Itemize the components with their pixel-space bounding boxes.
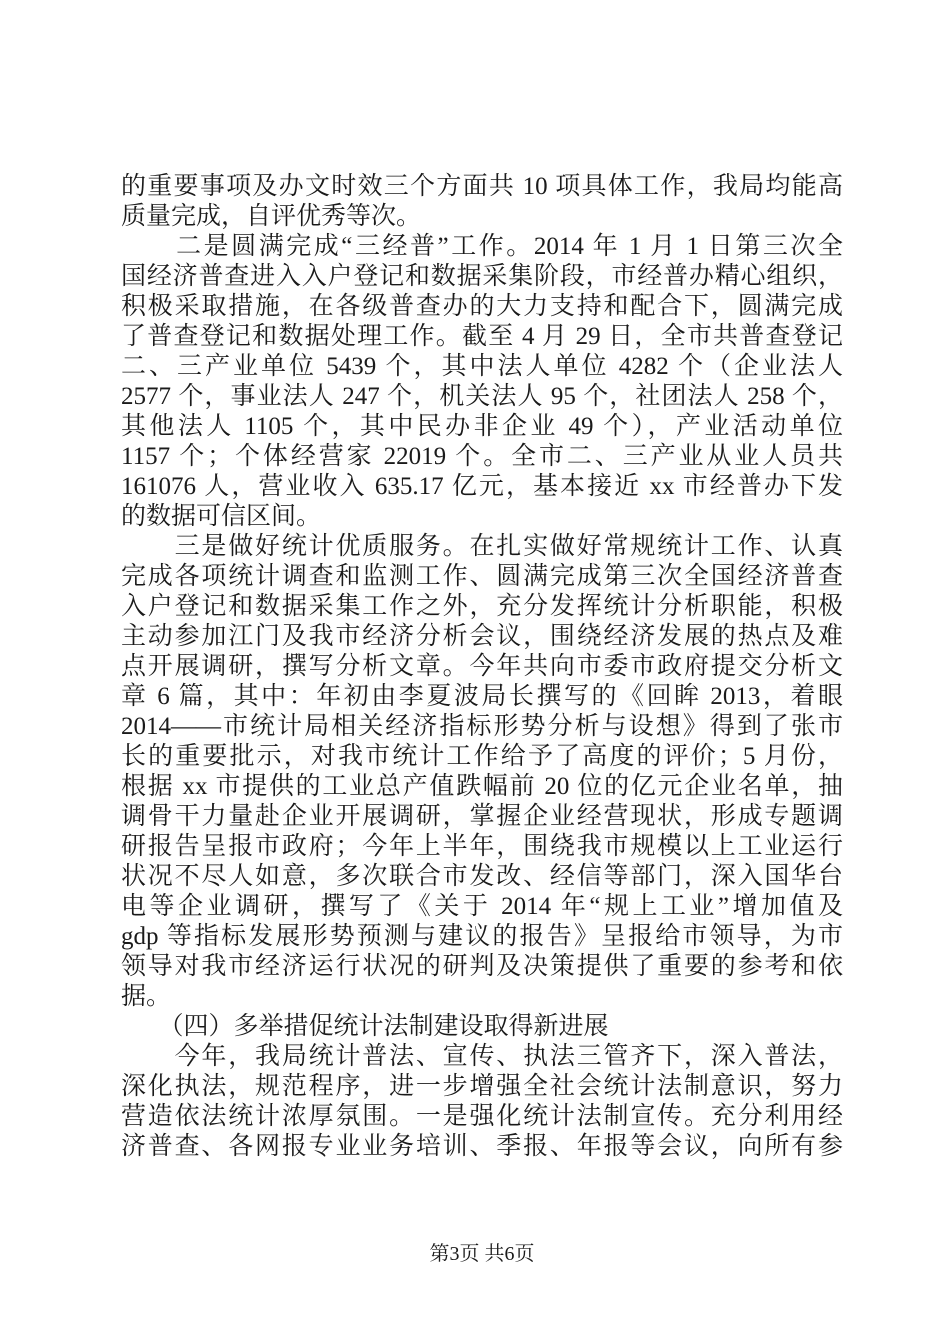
text-line: 根据 xx 市提供的工业总产值跌幅前 20 位的亿元企业名单，抽 [121,773,843,800]
text-line: 国经济普查进入入户登记和数据采集阶段，市经普办精心组织， [121,263,843,290]
text-line: 三是做好统计优质服务。在扎实做好常规统计工作、认真 [121,533,843,560]
text-line: 2014——市统计局相关经济指标形势分析与设想》得到了张市 [121,713,843,740]
text-line: 的数据可信区间。 [121,503,322,530]
text-line: 主动参加江门及我市经济分析会议，围绕经济发展的热点及难 [121,623,843,650]
text-line: （四）多举措促统计法制建设取得新进展 [121,1013,609,1040]
text-line: 营造依法统计浓厚氛围。一是强化统计法制宣传。充分利用经 [121,1103,843,1130]
text-line: 电等企业调研，撰写了《关于 2014 年“规上工业”增加值及 [121,893,843,920]
text-line: 1157 个；个体经营家 22019 个。全市二、三产业从业人员共 [121,443,843,470]
text-line: 点开展调研，撰写分析文章。今年共向市委市政府提交分析文 [121,653,843,680]
text-line: 161076 人，营业收入 635.17 亿元，基本接近 xx 市经普办下发 [121,473,843,500]
text-line: 章 6 篇，其中：年初由李夏波局长撰写的《回眸 2013，着眼 [121,683,843,710]
text-line: 二、三产业单位 5439 个，其中法人单位 4282 个（企业法人 [121,353,843,380]
text-line: 状况不尽人如意，多次联合市发改、经信等部门，深入国华台 [121,863,843,890]
text-line: 领导对我市经济运行状况的研判及决策提供了重要的参考和依 [121,953,843,980]
text-line: 积极采取措施，在各级普查办的大力支持和配合下，圆满完成 [121,293,843,320]
text-line: 二是圆满完成“三经普”工作。2014 年 1 月 1 日第三次全 [121,233,843,260]
text-line: 深化执法，规范程序，进一步增强全社会统计法制意识，努力 [121,1073,843,1100]
text-line: 据。 [121,983,172,1010]
text-line: 济普查、各网报专业业务培训、季报、年报等会议，向所有参 [121,1133,843,1160]
text-line: 今年，我局统计普法、宣传、执法三管齐下，深入普法， [121,1043,843,1070]
text-line: 研报告呈报市政府；今年上半年，围绕我市规模以上工业运行 [121,833,843,860]
text-line: 其他法人 1105 个，其中民办非企业 49 个），产业活动单位 [121,413,843,440]
text-line: gdp 等指标发展形势预测与建议的报告》呈报给市领导，为市 [121,923,843,950]
text-line: 调骨干力量赴企业开展调研，掌握企业经营现状，形成专题调 [121,803,843,830]
text-line: 完成各项统计调查和监测工作、圆满完成第三次全国经济普查 [121,563,843,590]
text-line: 的重要事项及办文时效三个方面共 10 项具体工作，我局均能高 [121,173,843,200]
document-body [121,172,843,1162]
text-line: 了普查登记和数据处理工作。截至 4 月 29 日，全市共普查登记 [121,323,843,350]
page-number-footer: 第3页 共6页 [429,1243,535,1265]
text-line: 入户登记和数据采集工作之外，充分发挥统计分析职能，积极 [121,593,843,620]
text-line: 质量完成，自评优秀等次。 [121,203,422,230]
text-line: 2577 个，事业法人 247 个，机关法人 95 个，社团法人 258 个， [121,383,843,410]
text-line: 长的重要批示，对我市统计工作给予了高度的评价；5 月份， [121,743,843,770]
